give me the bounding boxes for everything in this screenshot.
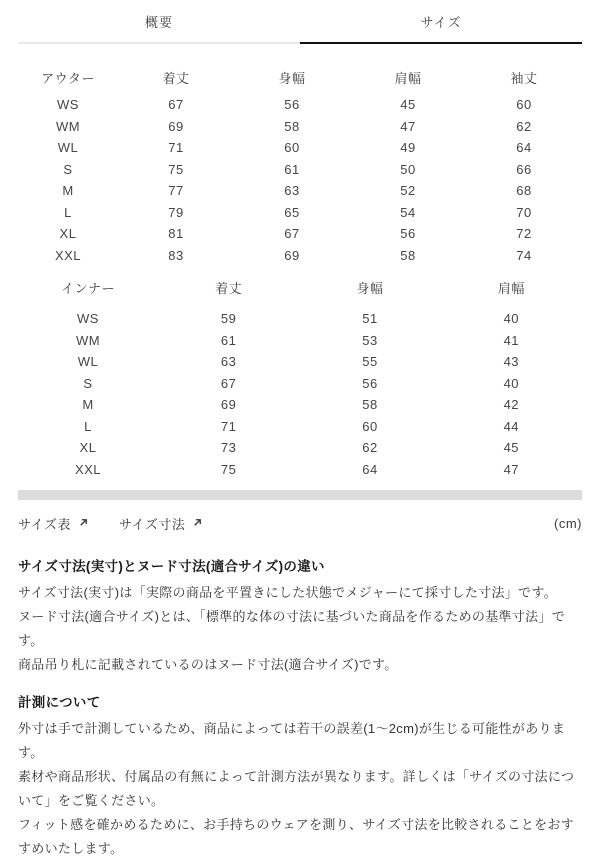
table-row: [18, 116, 582, 138]
measurement-value: 68: [516, 183, 532, 199]
measurement-value: 50: [400, 161, 416, 177]
measurement-value: 40: [503, 311, 520, 327]
measurement-value: 69: [220, 397, 237, 413]
links-row: [18, 514, 582, 533]
size-label: L: [84, 418, 92, 434]
size-label: XL: [59, 226, 77, 242]
measurement-value: 72: [516, 226, 532, 242]
measurement-value: 71: [220, 418, 237, 434]
inner-size-table: [18, 276, 582, 480]
measurement-value: 58: [284, 118, 300, 134]
column-header: 着丈: [162, 70, 190, 86]
column-header: 身幅: [278, 70, 306, 86]
measurement-value: 52: [400, 183, 416, 199]
table-row: [18, 351, 582, 373]
size-label: XXL: [74, 461, 102, 477]
table-row: [18, 416, 582, 438]
measurement-value: 56: [284, 97, 300, 113]
size-label: WS: [57, 97, 79, 113]
measurement-value: 58: [400, 247, 416, 263]
section-measuring: [18, 691, 582, 861]
column-header: 肩幅: [497, 280, 525, 296]
table-row: [18, 137, 582, 159]
measurement-value: 63: [220, 354, 237, 370]
section-heading: サイズ寸法(実寸)とヌード寸法(適合サイズ)の違い: [18, 559, 325, 574]
measurement-value: 54: [400, 204, 416, 220]
size-label: WM: [75, 332, 101, 348]
external-link-icon: [78, 516, 89, 531]
measurement-value: 60: [516, 97, 532, 113]
measurement-value: 75: [168, 161, 184, 177]
measurement-value: 75: [220, 461, 237, 477]
measurement-value: 66: [516, 161, 532, 177]
column-header: 袖丈: [510, 70, 538, 86]
section-paragraph: サイズ寸法(実寸)は「実際の商品を平置きにした状態でメジャーにて採寸した寸法」です。: [18, 585, 557, 600]
measurement-value: 58: [362, 397, 378, 413]
size-label: WM: [55, 118, 81, 134]
measurement-value: 59: [220, 311, 237, 327]
size-label: WL: [77, 354, 99, 370]
tab-size[interactable]: サイズ: [300, 12, 582, 44]
measurement-value: 70: [516, 204, 532, 220]
section-size-vs-nude: [18, 555, 582, 677]
table-row: [18, 373, 582, 395]
tab-bar: [18, 12, 582, 44]
measurement-value: 45: [400, 97, 416, 113]
size-label: S: [63, 161, 73, 177]
measurement-value: 83: [168, 247, 184, 263]
measurement-value: 47: [400, 118, 416, 134]
measurement-value: 60: [362, 418, 378, 434]
table-row: [18, 308, 582, 330]
size-label: XL: [79, 440, 97, 456]
size-label: S: [83, 375, 93, 391]
measurement-value: 56: [400, 226, 416, 242]
table-row: [18, 94, 582, 116]
measurement-value: 71: [168, 140, 184, 156]
measurement-value: 65: [284, 204, 300, 220]
size-chart-link-label: サイズ表: [18, 517, 71, 532]
measurement-value: 63: [284, 183, 300, 199]
table-row: [18, 459, 582, 481]
measurement-value: 61: [220, 332, 237, 348]
table-row: [18, 223, 582, 245]
size-chart-link[interactable]: [18, 514, 89, 533]
table-row: [18, 394, 582, 416]
measurement-value: 42: [503, 397, 520, 413]
measurement-value: 64: [362, 461, 378, 477]
size-measurements-link[interactable]: [119, 514, 203, 533]
measurement-value: 79: [168, 204, 184, 220]
measurement-value: 67: [220, 375, 237, 391]
table-row: [18, 245, 582, 267]
measurement-value: 47: [503, 461, 520, 477]
measurement-value: 64: [516, 140, 532, 156]
size-measurements-link-label: サイズ寸法: [118, 517, 186, 532]
size-label: M: [62, 183, 74, 199]
table-header-row: [18, 66, 582, 88]
size-label: XXL: [54, 247, 82, 263]
measurement-value: 67: [168, 97, 184, 113]
measurement-value: 69: [168, 118, 184, 134]
measurement-value: 51: [362, 311, 378, 327]
column-header: 身幅: [356, 280, 384, 296]
measurement-value: 45: [503, 440, 520, 456]
column-header: 着丈: [215, 280, 243, 296]
section-heading: 計測について: [18, 695, 101, 710]
section-paragraph: 素材や商品形状、付属品の有無によって計測方法が異なります。詳しくは「サイズの寸法について」をご覧ください。: [18, 769, 575, 808]
measurement-value: 69: [284, 247, 300, 263]
column-header: アウター: [41, 70, 95, 86]
measurement-value: 60: [284, 140, 300, 156]
section-paragraph: フィット感を確かめるために、お手持ちのウェアを測り、サイズ寸法を比較されることをおすすめいたします。: [18, 817, 575, 856]
measurement-value: 61: [284, 161, 300, 177]
measurement-value: 43: [503, 354, 520, 370]
measurement-value: 49: [400, 140, 416, 156]
measurement-value: 53: [362, 332, 378, 348]
external-link-icon: [192, 516, 203, 531]
measurement-value: 62: [516, 118, 532, 134]
measurement-value: 73: [220, 440, 237, 456]
measurement-value: 40: [503, 375, 520, 391]
table-row: [18, 437, 582, 459]
measurement-value: 55: [362, 354, 378, 370]
measurement-value: 44: [503, 418, 520, 434]
measurement-value: 81: [168, 226, 184, 242]
table-row: [18, 202, 582, 224]
table-row: [18, 159, 582, 181]
section-paragraph: ヌード寸法(適合サイズ)とは、「標準的な体の寸法に基づいた商品を作るための基準寸法」です。: [18, 609, 566, 648]
unit-label: (cm): [554, 516, 582, 531]
measurement-value: 56: [362, 375, 378, 391]
measurement-value: 41: [503, 332, 520, 348]
measurement-value: 62: [362, 440, 378, 456]
table-row: [18, 330, 582, 352]
size-label: M: [82, 397, 94, 413]
tab-overview[interactable]: 概要: [18, 12, 300, 44]
size-label: WL: [57, 140, 79, 156]
column-header: 肩幅: [394, 70, 422, 86]
size-label: L: [64, 204, 72, 220]
table-header-row: [18, 276, 582, 298]
measurement-value: 67: [284, 226, 300, 242]
measurement-value: 77: [168, 183, 184, 199]
horizontal-scrollbar[interactable]: [18, 490, 582, 500]
size-label: WS: [77, 311, 99, 327]
section-paragraph: 商品吊り札に記載されているのはヌード寸法(適合サイズ)です。: [18, 657, 398, 672]
column-header: インナー: [60, 280, 115, 296]
section-paragraph: 外寸は手で計測しているため、商品によっては若干の誤差(1〜2cm)が生じる可能性があります。: [18, 721, 566, 760]
measurement-value: 74: [516, 247, 532, 263]
table-row: [18, 180, 582, 202]
outer-size-table: [18, 66, 582, 266]
